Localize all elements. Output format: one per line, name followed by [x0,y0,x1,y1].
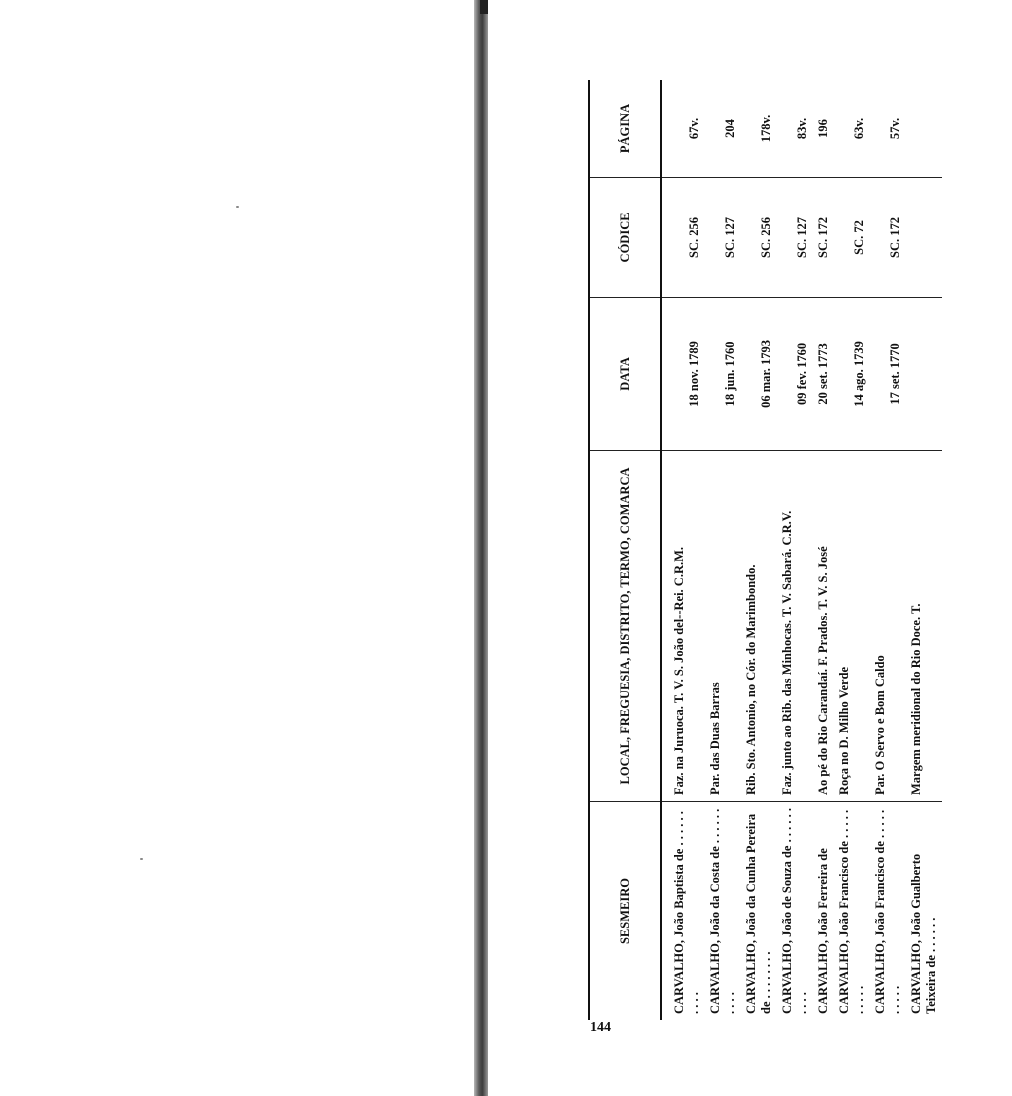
table-row [777,80,813,1020]
cell-local: Faz. junto ao Rib. das Minhocas. T. V. Sabará. C.R.V. [777,450,813,801]
cell-data [906,297,942,450]
cell-local: Roça no D. Milho Verde [834,450,870,801]
cell-codice: SC. 127 [777,177,813,297]
table-row [661,80,705,1020]
header-sesmeiro: SESMEIRO [589,802,661,1020]
cell-local: Faz. na Juruoca. T. V. S. João del--Rei. C.R.M. [661,450,705,801]
book-gutter [474,0,488,1096]
cell-sesmeiro: CARVALHO, João da Cunha Pereira de . . . . . . . . [744,813,773,1014]
table-row [813,80,834,1020]
scan-speck [140,858,143,860]
gutter-mark [480,0,488,14]
table-header-row [589,80,661,1020]
sesmarias-table [588,80,942,1020]
cell-local: Rib. Sto. Antonio, no Cór. do Marimbondo. [741,450,777,801]
cell-pagina: 57v. [870,80,906,177]
cell-local: Margem meridional do Rio Doce. T. [906,450,942,801]
table-row [834,80,870,1020]
cell-pagina: 83v. [777,80,813,177]
cell-pagina: 196 [813,80,834,177]
cell-data: 14 ago. 1739 [834,297,870,450]
cell-codice: SC. 256 [661,177,705,297]
cell-data: 06 mar. 1793 [741,297,777,450]
table-row [705,80,741,1020]
cell-local: Par. O Servo e Bom Caldo [870,450,906,801]
table-row [906,80,942,1020]
cell-codice: SC. 127 [705,177,741,297]
cell-local: Par. das Duas Barras [705,450,741,801]
cell-pagina: 63v. [834,80,870,177]
cell-pagina [906,80,942,177]
cell-pagina: 204 [705,80,741,177]
cell-data: 20 set. 1773 [813,297,834,450]
page-number: 144 [590,1020,611,1035]
cell-data: 18 jun. 1760 [705,297,741,450]
cell-sesmeiro: CARVALHO, João de Souza de . . . . . . . . . . [780,808,809,1014]
cell-codice [906,177,942,297]
header-codice: CÓDICE [589,177,661,297]
cell-sesmeiro: CARVALHO, João Ferreira de [816,848,830,1014]
header-data: DATA [589,297,661,450]
table-row [741,80,777,1020]
cell-sesmeiro: CARVALHO, João da Costa de . . . . . . . . . . [708,808,737,1014]
cell-pagina: 67v. [661,80,705,177]
table-row [870,80,906,1020]
cell-codice: SC. 256 [741,177,777,297]
cell-sesmeiro: CARVALHO, João Francisco de . . . . . . . . . . [837,809,866,1014]
cell-sesmeiro: CARVALHO, João Gualberto Teixeira de . . . . . . [909,853,938,1014]
cell-pagina: 178v. [741,80,777,177]
cell-data: 17 set. 1770 [870,297,906,450]
header-local: LOCAL, FREGUESIA, DISTRITO, TERMO, COMARCA [589,450,661,801]
sesmarias-table-rotated [588,80,1012,1020]
cell-codice: SC. 72 [834,177,870,297]
cell-sesmeiro: CARVALHO, João Baptista de . . . . . . . . . . [672,811,701,1014]
scan-speck [236,206,239,208]
cell-local: Ao pé do Rio Carandaí. F. Prados. T. V. S. José [813,450,834,801]
cell-data: 09 fev. 1760 [777,297,813,450]
cell-sesmeiro: CARVALHO, João Francisco de . . . . . . . . . . [873,809,902,1014]
cell-data: 18 nov. 1789 [661,297,705,450]
cell-codice: SC. 172 [813,177,834,297]
header-pagina: PÁGINA [589,80,661,177]
cell-codice: SC. 172 [870,177,906,297]
